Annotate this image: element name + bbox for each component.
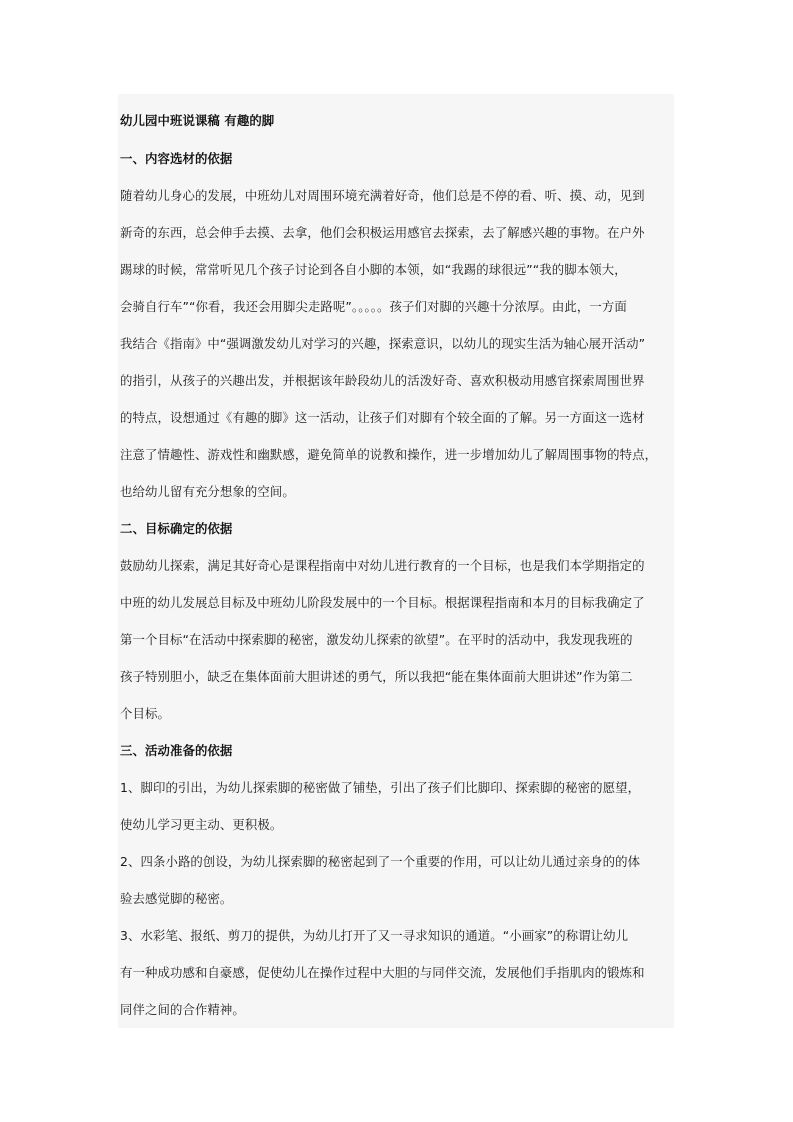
paragraph-line: 的指引，从孩子的兴趣出发，并根据该年龄段幼儿的活泼好奇、喜欢积极动用感官探索周围世界 xyxy=(120,372,645,388)
paragraph-line: 验去感觉脚的秘密。 xyxy=(120,890,233,906)
section-1-heading-row xyxy=(120,140,672,177)
paragraph-line: 会骑自行车”“你看，我还会用脚尖走路呢”。。。。。孩子们对脚的兴趣十分浓厚。由此，一方面 xyxy=(120,298,627,314)
paragraph-line: 第一个目标“在活动中探索脚的秘密，激发幼儿探索的欲望”。在平时的活动中，我发现我班的 xyxy=(120,631,633,647)
section-heading: 三、活动准备的依据 xyxy=(120,742,233,758)
section-2-heading-row xyxy=(120,510,672,547)
paragraph-line: 中班的幼儿发展总目标及中班幼儿阶段发展中的一个目标。根据课程指南和本月的目标我确定了 xyxy=(120,594,645,610)
paragraph-line: 2、四条小路的创设，为幼儿探索脚的秘密起到了一个重要的作用，可以让幼儿通过亲身的的体 xyxy=(120,853,641,869)
paragraph-line: 我结合《指南》中“强调激发幼儿对学习的兴趣，探索意识，以幼儿的现实生活为轴心展开活动” xyxy=(120,335,646,351)
paragraph-line: 也给幼儿留有充分想象的空间。 xyxy=(120,483,295,499)
section-heading: 二、目标确定的依据 xyxy=(120,520,233,536)
paragraph-line: 的特点，设想通过《有趣的脚》这一活动，让孩子们对脚有个较全面的了解。另一方面这一选材 xyxy=(120,409,645,425)
document-title: 幼儿园中班说课稿 有趣的脚 xyxy=(120,113,275,128)
section-3-heading-row xyxy=(120,732,672,769)
paragraph-line: 个目标。 xyxy=(120,705,170,721)
paragraph-line: 1、脚印的引出，为幼儿探索脚的秘密做了铺垫，引出了孩子们比脚印、探索脚的秘密的愿望， xyxy=(120,779,641,795)
paragraph-line: 新奇的东西，总会伸手去摸、去拿，他们会积极运用感官去探索，去了解感兴趣的事物。在户外 xyxy=(120,224,645,240)
paragraph-line: 孩子特别胆小，缺乏在集体面前大胆讲述的勇气，所以我把“能在集体面前大胆讲述”作为第二 xyxy=(120,668,633,684)
paragraph-line: 3、水彩笔、报纸、剪刀的提供，为幼儿打开了又一寻求知识的通道。“小画家”的称谓让幼儿 xyxy=(120,927,629,943)
document-body xyxy=(118,94,674,1028)
paragraph-line: 随着幼儿身心的发展，中班幼儿对周围环境充满着好奇，他们总是不停的看、听、摸、动，见到 xyxy=(120,187,645,203)
paragraph-line: 同伴之间的合作精神。 xyxy=(120,1001,245,1017)
paragraph-line: 鼓励幼儿探索，满足其好奇心是课程指南中对幼儿进行教育的一个目标，也是我们本学期指定的 xyxy=(120,557,645,573)
section-heading: 一、内容选材的依据 xyxy=(120,150,233,166)
paragraph-line: 踢球的时候，常常听见几个孩子讨论到各自小脚的本领，如“我踢的球很远”“我的脚本领大， xyxy=(120,261,627,277)
paragraph-line: 使幼儿学习更主动、更积极。 xyxy=(120,816,283,832)
title-row xyxy=(120,102,672,140)
document-page xyxy=(118,94,674,1028)
paragraph-line: 有一种成功感和自豪感，促使幼儿在操作过程中大胆的与同伴交流，发展他们手指肌肉的锻炼和 xyxy=(120,964,645,980)
paragraph-line: 注意了情趣性、游戏性和幽默感，避免简单的说教和操作，进一步增加幼儿了解周围事物的特点， xyxy=(120,446,658,462)
